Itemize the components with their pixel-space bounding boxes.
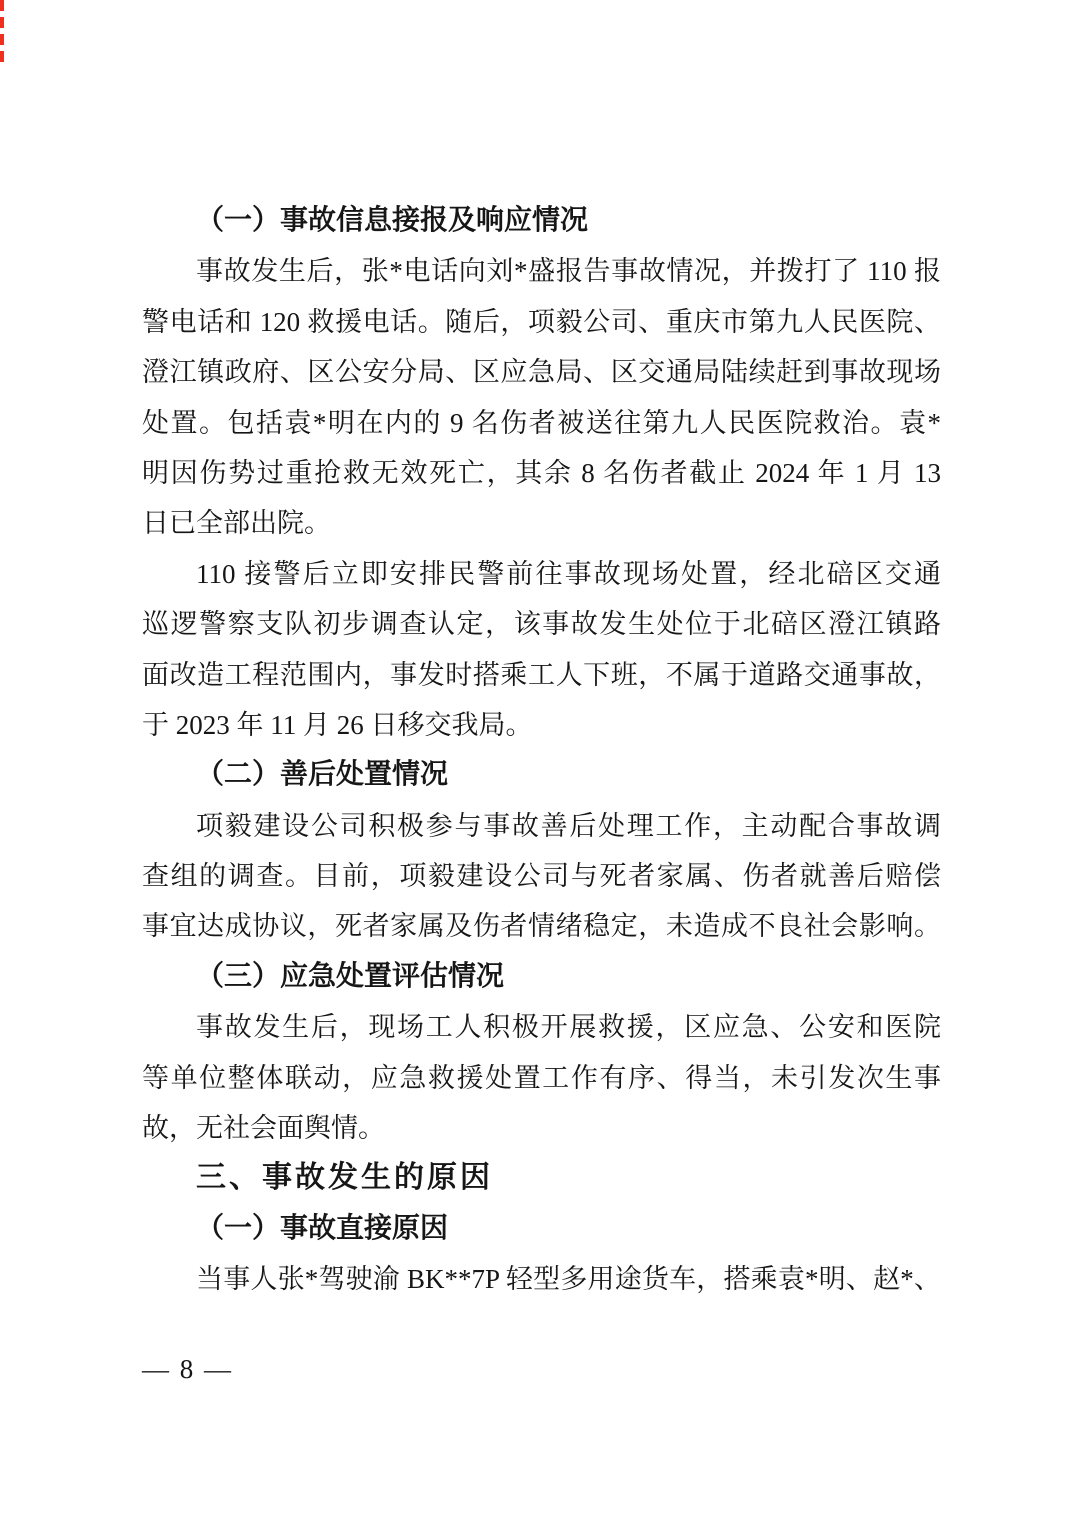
page-number: — 8 — [142, 1354, 233, 1384]
text-line: 等单位整体联动，应急救援处置工作有序、得当，未引发次生事 [142, 1062, 941, 1093]
red-edge-artifact [0, 0, 4, 62]
heading-line: （一）事故信息接报及响应情况 [196, 205, 589, 236]
text-line: 事宜达成协议，死者家属及伤者情绪稳定，未造成不良社会影响。 [142, 911, 941, 942]
heading-line: （三）应急处置评估情况 [196, 960, 505, 992]
section-heading [142, 196, 941, 246]
text-line: 项毅建设公司积极参与事故善后处理工作，主动配合事故调 [196, 810, 941, 841]
text-line: 事故发生后，现场工人积极开展救援，区应急、公安和医院 [196, 1012, 941, 1043]
paragraph [142, 801, 941, 952]
text-line: 巡逻警察支队初步调查认定，该事故发生处位于北碚区澄江镇路 [142, 609, 941, 640]
heading-line: （一）事故直接原因 [196, 1212, 449, 1244]
text-line: 澄江镇政府、区公安分局、区应急局、区交通局陆续赶到事故现场 [142, 357, 941, 388]
text-line: 日已全部出院。 [142, 508, 331, 539]
text-line: 当事人张*驾驶渝 BK**7P 轻型多用途货车，搭乘袁*明、赵*、 [196, 1264, 941, 1295]
document-body [142, 196, 941, 1305]
text-line: 于 2023 年 11 月 26 日移交我局。 [142, 709, 533, 740]
heading-line: 三、事故发生的原因 [196, 1161, 493, 1195]
paragraph [142, 246, 941, 548]
text-line: 警电话和 120 救援电话。随后，项毅公司、重庆市第九人民医院、 [142, 306, 941, 337]
paragraph [142, 1254, 941, 1304]
text-line: 事故发生后，张*电话向刘*盛报告事故情况，并拨打了 110 报 [196, 256, 941, 287]
chapter-heading [142, 1153, 941, 1203]
heading-line: （二）善后处置情况 [196, 759, 449, 791]
paragraph [142, 1002, 941, 1153]
text-line: 故，无社会面舆情。 [142, 1113, 385, 1144]
section-heading [142, 750, 941, 800]
text-line: 面改造工程范围内，事发时搭乘工人下班，不属于道路交通事故， [142, 659, 941, 690]
text-line: 110 接警后立即安排民警前往事故现场处置，经北碚区交通 [196, 558, 941, 589]
section-heading [142, 952, 941, 1002]
text-line: 处置。包括袁*明在内的 9 名伤者被送往第九人民医院救治。袁* [142, 407, 941, 438]
text-line: 明因伤势过重抢救无效死亡，其余 8 名伤者截止 2024 年 1 月 13 [142, 457, 941, 488]
paragraph [142, 549, 941, 751]
section-heading [142, 1204, 941, 1254]
text-line: 查组的调查。目前，项毅建设公司与死者家属、伤者就善后赔偿 [142, 861, 941, 892]
